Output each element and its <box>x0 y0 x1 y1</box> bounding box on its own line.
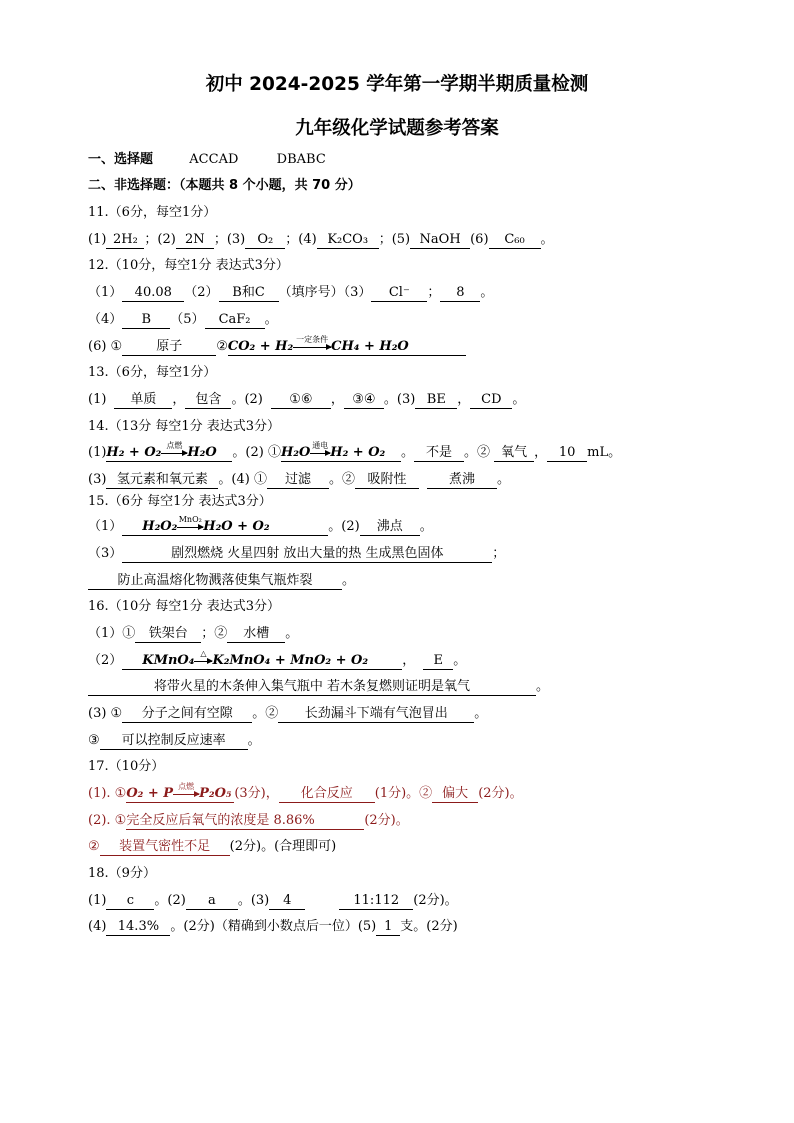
label: (4) <box>88 919 107 934</box>
q16-line-1 <box>88 624 754 644</box>
label: ；(2) <box>144 232 176 247</box>
q15-head: 15.（6分 每空1分 表达式3分） <box>88 494 272 509</box>
label: (1) <box>88 392 107 407</box>
reaction-arrow <box>177 514 203 534</box>
answer-blank: 40.08 <box>122 284 184 302</box>
answer-blank: 10 <box>547 444 587 462</box>
reaction-arrow <box>194 648 212 668</box>
label: 。(2) <box>328 519 360 534</box>
reaction-arrow <box>173 781 199 801</box>
label: (2). ① <box>88 813 127 828</box>
section-1-label: 一、选择题 <box>88 152 154 167</box>
q12-line-3 <box>88 334 754 357</box>
answer-blank: 防止高温熔化物溅落使集气瓶炸裂 <box>88 572 342 590</box>
label: (1) <box>88 232 107 247</box>
label: 。 <box>536 679 550 694</box>
label: 。② <box>252 706 279 721</box>
label: 。 <box>419 519 433 534</box>
answer-blank: 可以控制反应速率 <box>100 732 248 750</box>
label: (3) ① <box>88 706 123 721</box>
label: ， <box>402 653 416 668</box>
answer-blank: 2N <box>176 231 214 249</box>
label: 。(2) ① <box>232 445 281 460</box>
label: 。 <box>540 232 554 247</box>
label: 。 <box>453 653 467 668</box>
page-subtitle: 九年级化学试题参考答案 <box>295 118 499 139</box>
label: 。(2分)（精确到小数点后一位）(5) <box>170 919 377 934</box>
equation-blank <box>122 648 402 670</box>
answer-blank: CD <box>470 391 512 409</box>
label: (1) <box>88 445 107 460</box>
reaction-arrow <box>310 440 330 460</box>
label: (2分)。 <box>413 893 458 908</box>
label: 。 <box>247 733 261 748</box>
q17-line-1 <box>88 781 754 804</box>
reaction-arrow <box>293 334 331 354</box>
q18-head: 18.（9分） <box>88 866 156 881</box>
label: 。(2) <box>231 392 263 407</box>
answer-blank: 分子之间有空隙 <box>122 705 252 723</box>
q17-line-3 <box>88 837 754 857</box>
label: 。 <box>342 573 356 588</box>
label: (2分)。(合理即可) <box>229 839 337 854</box>
arrow-condition: MnO₂ <box>178 514 202 524</box>
label: ② <box>88 839 100 854</box>
answer-blank: 煮沸 <box>427 471 497 489</box>
label: (1) <box>88 893 107 908</box>
answer-blank: 装置气密性不足 <box>100 838 230 856</box>
equation-products: P₂O₅ <box>199 786 232 801</box>
label: ；(4) <box>285 232 317 247</box>
reaction-arrow <box>161 440 187 460</box>
q12-line-2 <box>88 310 754 330</box>
answer-blank: 单质 <box>114 391 172 409</box>
label: （1）① <box>88 626 136 641</box>
answer-blank: 吸附性 <box>355 471 419 489</box>
answer-blank: 长劲漏斗下端有气泡冒出 <box>278 705 474 723</box>
answer-blank: 氢元素和氧元素 <box>106 471 218 489</box>
label: (2分)。 <box>478 786 523 801</box>
label: 。(3) <box>383 392 416 407</box>
label: (1). ① <box>88 786 127 801</box>
q12-line-1 <box>88 283 754 303</box>
q18-line-2 <box>88 917 754 937</box>
answer-blank: 4 <box>269 892 305 910</box>
label: (2分)。 <box>364 813 409 828</box>
mc-answers-1: ACCAD <box>189 152 239 167</box>
label: (1分)。② <box>374 786 433 801</box>
label: (3) <box>88 472 107 487</box>
q13-line-1 <box>88 390 754 410</box>
label: ， <box>172 392 186 407</box>
equation-reactants: H₂O₂ <box>142 519 178 534</box>
q12-head: 12.（10分，每空1分 表达式3分） <box>88 258 289 273</box>
label: 。(3) <box>237 893 270 908</box>
q15-line-3 <box>88 571 754 591</box>
equation-blank <box>227 334 466 356</box>
equation-reactants: CO₂ + H₂ <box>227 339 294 354</box>
label: 支。(2分) <box>400 919 458 934</box>
q16-line-2 <box>88 648 754 671</box>
label: ， <box>457 392 471 407</box>
label: ；② <box>201 626 228 641</box>
equation-reactants: O₂ + P <box>126 786 174 801</box>
label: （2） <box>88 653 123 668</box>
label: 。 <box>497 472 511 487</box>
answer-blank: ③④ <box>344 391 384 409</box>
label: ③ <box>88 733 100 748</box>
answer-blank: 8 <box>440 284 480 302</box>
label: 。 <box>264 312 278 327</box>
q11-head: 11.（6分，每空1分） <box>88 205 217 220</box>
label: （3） <box>88 546 123 561</box>
label: 。 <box>400 445 414 460</box>
arrow-condition: △ <box>200 648 207 658</box>
equation-products: H₂O + O₂ <box>203 519 270 534</box>
q14-line-2 <box>88 470 754 490</box>
label: ； <box>427 285 441 300</box>
equation-reactants: KMnO₄ <box>142 653 195 668</box>
equation-blank <box>106 440 232 462</box>
equation-reactants: H₂ + O₂ <box>106 445 162 460</box>
equation-blank <box>280 440 401 462</box>
q16-line-5 <box>88 731 754 751</box>
label: ， <box>534 445 548 460</box>
answer-blank: 将带火星的木条伸入集气瓶中 若木条复燃则证明是氧气 <box>88 678 536 696</box>
answer-blank: B和C <box>219 284 279 302</box>
label: （2） <box>184 285 219 300</box>
label: 。 <box>474 706 488 721</box>
label: 。 <box>285 626 299 641</box>
answer-blank: 氧气 <box>494 444 534 462</box>
answer-blank: 偏大 <box>432 785 478 803</box>
answer-blank: 不是 <box>414 444 464 462</box>
answer-blank: BE <box>415 391 457 409</box>
section-2-label: 二、非选择题：（本题共 8 个小题，共 70 分） <box>88 178 361 193</box>
answer-blank: 过滤 <box>267 471 329 489</box>
equation-products: H₂ + O₂ <box>330 445 386 460</box>
equation-reactants: H₂O <box>280 445 311 460</box>
label: mL。 <box>587 445 622 460</box>
answer-blank: ①⑥ <box>271 391 331 409</box>
label: (3分)， <box>234 786 279 801</box>
answer-blank: 2H₂ <box>106 231 144 249</box>
section-2-line <box>88 176 754 196</box>
q14-line-1 <box>88 440 754 463</box>
answer-blank: 铁架台 <box>135 625 201 643</box>
page-title: 初中 2024-2025 学年第一学期半期质量检测 <box>205 74 589 95</box>
answer-blank: CaF₂ <box>205 311 265 329</box>
label: 。(4) ① <box>218 472 267 487</box>
label: (6) <box>470 232 489 247</box>
arrow-condition: 点燃 <box>166 440 183 450</box>
answer-blank: K₂CO₃ <box>317 231 379 249</box>
section-1-line <box>88 150 754 170</box>
answer-blank: Cl⁻ <box>371 284 427 302</box>
equation-blank <box>126 781 234 803</box>
q17-head: 17.（10分） <box>88 759 165 774</box>
label: 。 <box>480 285 494 300</box>
answer-blank: 原子 <box>122 338 216 356</box>
answer-blank: 水槽 <box>227 625 285 643</box>
q11-line-1 <box>88 230 754 250</box>
equation-blank <box>122 514 328 536</box>
answer-blank: 14.3% <box>106 918 170 936</box>
q16-head: 16.（10分 每空1分 表达式3分） <box>88 599 281 614</box>
arrow-condition: 一定条件 <box>296 334 329 344</box>
label: （填序号）（3） <box>278 285 372 300</box>
label: 。② <box>464 445 495 460</box>
q16-line-4 <box>88 704 754 724</box>
label: ② <box>216 339 228 354</box>
answer-blank: 剧烈燃烧 火星四射 放出大量的热 生成黑色固体 <box>122 545 492 563</box>
label: 。② <box>328 472 355 487</box>
arrow-condition: 点燃 <box>178 781 195 791</box>
answer-blank: NaOH <box>410 231 470 249</box>
answer-blank: 1 <box>376 918 400 936</box>
q16-line-3 <box>88 677 754 697</box>
label: 。(2) <box>154 893 186 908</box>
label: （1） <box>88 285 123 300</box>
q15-line-2 <box>88 544 754 564</box>
label: （1） <box>88 519 123 534</box>
label: ， <box>330 392 344 407</box>
answer-blank: 化合反应 <box>279 785 375 803</box>
arrow-condition: 通电 <box>312 440 329 450</box>
answer-blank: B <box>122 311 170 329</box>
answer-blank: E <box>423 652 453 670</box>
q13-head: 13.（6分，每空1分） <box>88 365 217 380</box>
equation-products: H₂O <box>187 445 217 460</box>
q18-line-1 <box>88 891 754 911</box>
q15-line-1 <box>88 514 754 537</box>
label: ；(3) <box>213 232 246 247</box>
answer-blank: c <box>106 892 154 910</box>
answer-blank: C₆₀ <box>489 231 541 249</box>
answer-blank: a <box>186 892 238 910</box>
label: ；(5) <box>378 232 411 247</box>
q14-head: 14.（13分 每空1分 表达式3分） <box>88 419 281 434</box>
equation-products: K₂MnO₄ + MnO₂ + O₂ <box>212 653 369 668</box>
label: (6) ① <box>88 339 123 354</box>
label: ； <box>492 546 506 561</box>
answer-blank: 11:112 <box>339 892 413 910</box>
label: （4） <box>88 312 123 327</box>
equation-products: CH₄ + H₂O <box>331 339 409 354</box>
mc-answers-2: DBABC <box>276 152 326 167</box>
label: 。 <box>512 392 526 407</box>
answer-blank: 沸点 <box>360 518 420 536</box>
answer-blank: 包含 <box>185 391 231 409</box>
q17-line-2 <box>88 811 754 831</box>
label: （5） <box>170 312 205 327</box>
answer-blank: O₂ <box>245 231 285 249</box>
answer-blank: 完全反应后氧气的浓度是 8.86% <box>126 812 364 830</box>
